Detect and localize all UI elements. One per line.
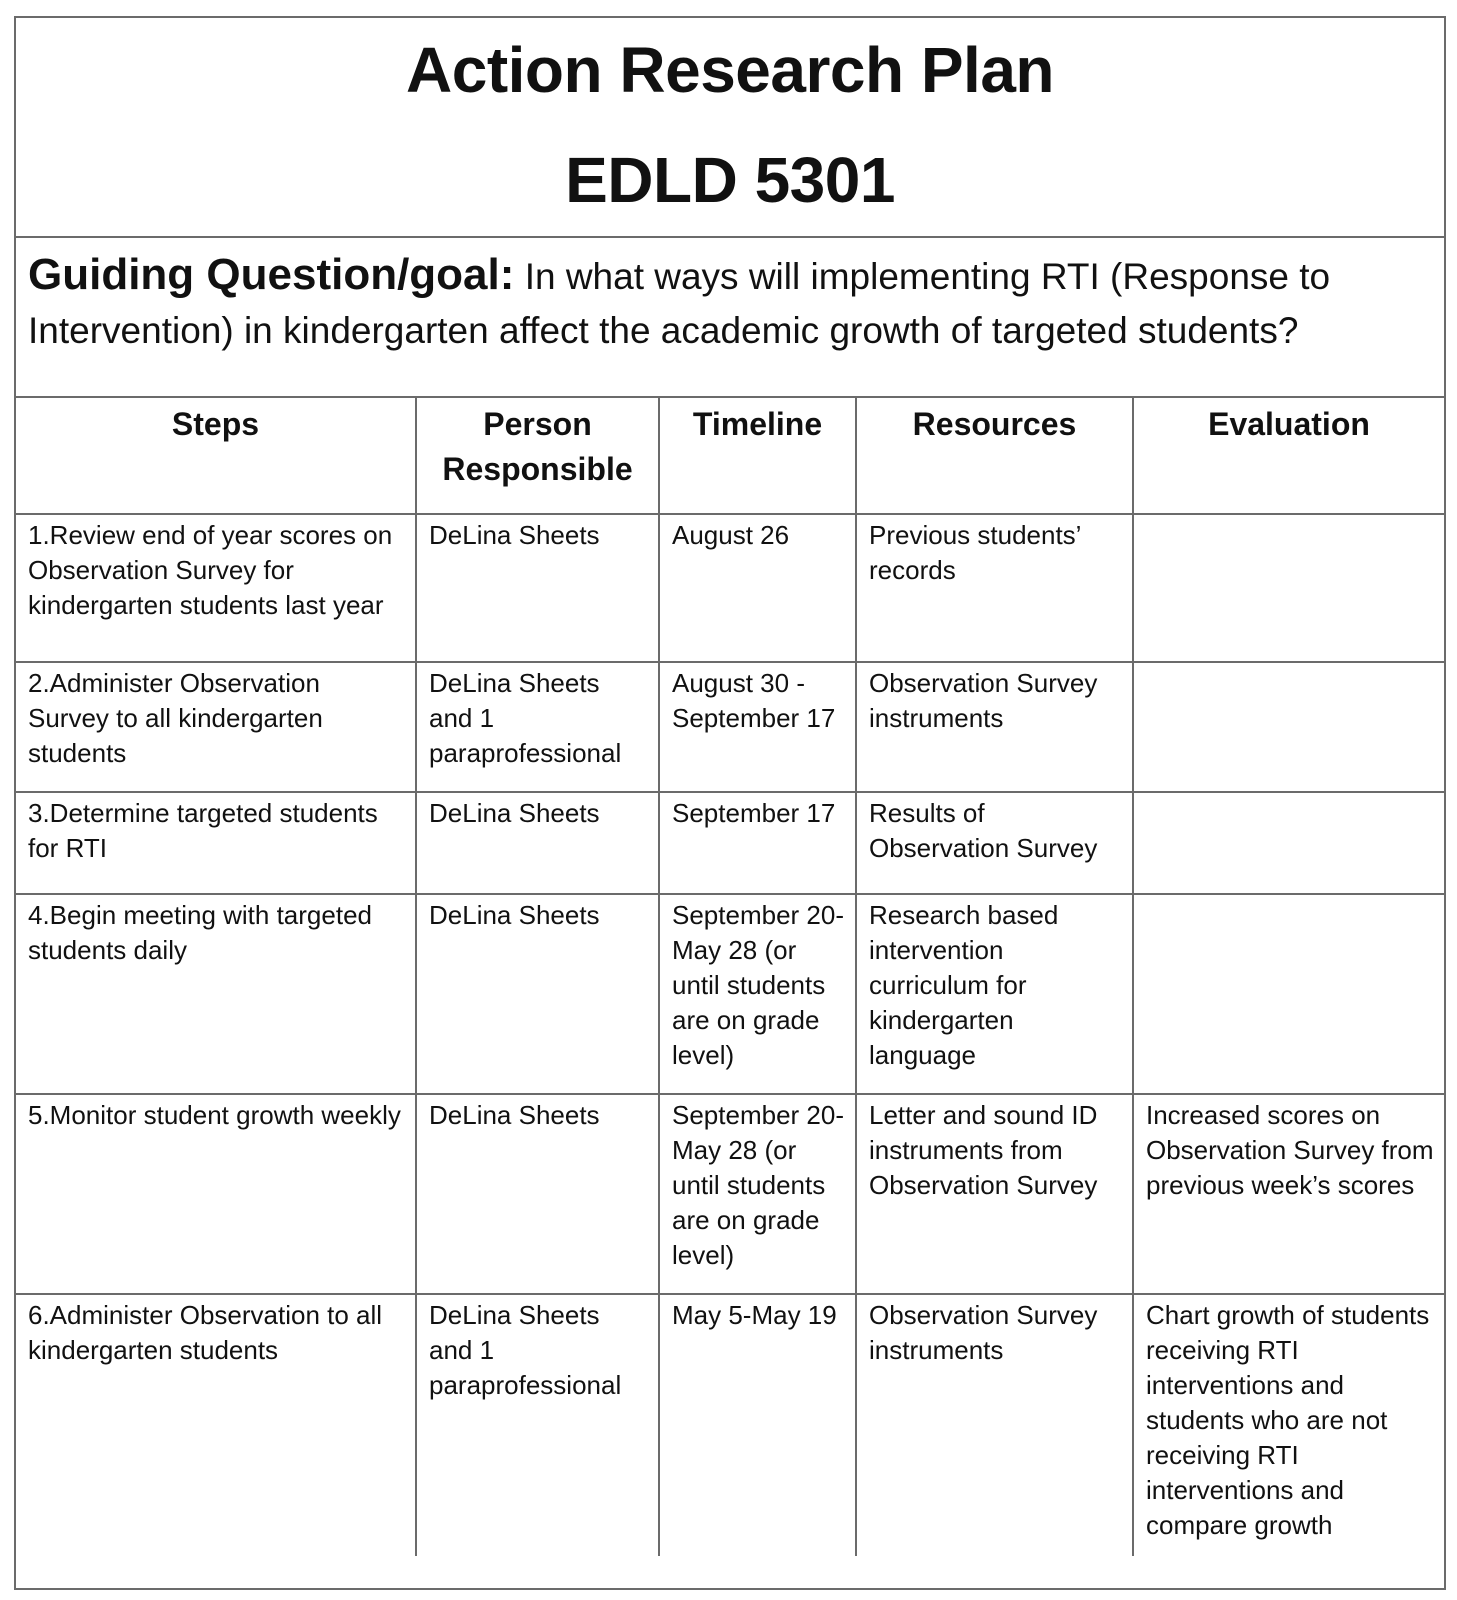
table-header-row — [16, 398, 1444, 514]
cell-steps: 2.Administer Observation Survey to all kindergarten students — [16, 662, 416, 792]
cell-person: DeLina Sheets — [416, 894, 659, 1094]
course-code: EDLD 5301 — [565, 144, 895, 216]
cell-person: DeLina Sheets — [416, 792, 659, 894]
cell-steps: 1.Review end of year scores on Observation Survey for kindergarten students last year — [16, 514, 416, 662]
cell-resources: Results of Observation Survey — [856, 792, 1133, 894]
document-title: Action Research Plan — [406, 34, 1054, 106]
cell-person: DeLina Sheets — [416, 514, 659, 662]
cell-steps: 4.Begin meeting with targeted students daily — [16, 894, 416, 1094]
header-person-responsible: Person Responsible — [416, 398, 659, 514]
cell-evaluation: Chart growth of students receiving RTI interventions and students who are not receiving RTI interventions and compare growth — [1146, 1300, 1430, 1540]
guiding-question-block — [16, 238, 1444, 398]
table-row — [16, 514, 1444, 662]
cell-timeline: September 20-May 28 (or until students are on grade level) — [659, 894, 856, 1094]
cell-steps: 3.Determine targeted students for RTI — [16, 792, 416, 894]
cell-timeline: May 5-May 19 — [659, 1294, 856, 1556]
header-resources: Resources — [856, 398, 1133, 514]
cell-evaluation — [1133, 514, 1444, 662]
cell-evaluation — [1133, 792, 1444, 894]
cell-resources: Observation Survey instruments — [856, 1294, 1133, 1556]
cell-person: DeLina Sheets and 1 paraprofessional — [416, 1294, 659, 1556]
header-timeline: Timeline — [659, 398, 856, 514]
cell-evaluation: Increased scores on Observation Survey from previous week’s scores — [1133, 1094, 1444, 1294]
cell-timeline: August 26 — [659, 514, 856, 662]
action-research-plan-document — [14, 16, 1446, 1590]
cell-steps: 5.Monitor student growth weekly — [16, 1094, 416, 1294]
table-row — [16, 894, 1444, 1094]
table-row — [16, 1294, 1444, 1556]
cell-resources: Research based intervention curriculum for kindergarten language — [856, 894, 1133, 1094]
cell-timeline: September 17 — [659, 792, 856, 894]
table-row — [16, 1094, 1444, 1294]
cell-evaluation — [1133, 662, 1444, 792]
cell-timeline: September 20-May 28 (or until students are on grade level) — [659, 1094, 856, 1294]
table-row — [16, 792, 1444, 894]
header-steps: Steps — [16, 398, 416, 514]
title-block — [16, 18, 1444, 238]
cell-resources: Observation Survey instruments — [856, 662, 1133, 792]
header-evaluation: Evaluation — [1133, 398, 1444, 514]
table-row — [16, 662, 1444, 792]
cell-resources: Letter and sound ID instruments from Observation Survey — [856, 1094, 1133, 1294]
guiding-question-label: Guiding Question/goal: — [28, 250, 515, 299]
cell-person: DeLina Sheets and 1 paraprofessional — [416, 662, 659, 792]
cell-steps: 6.Administer Observation to all kindergarten students — [16, 1294, 416, 1556]
cell-evaluation — [1133, 894, 1444, 1094]
cell-person: DeLina Sheets — [416, 1094, 659, 1294]
plan-table — [16, 398, 1444, 1556]
cell-resources: Previous students’ records — [856, 514, 1133, 662]
cell-timeline: August 30 - September 17 — [659, 662, 856, 792]
guiding-question-text: In what ways will implementing RTI (Response to Intervention) in kindergarten affect the academic growth of targeted students? — [28, 256, 1331, 351]
